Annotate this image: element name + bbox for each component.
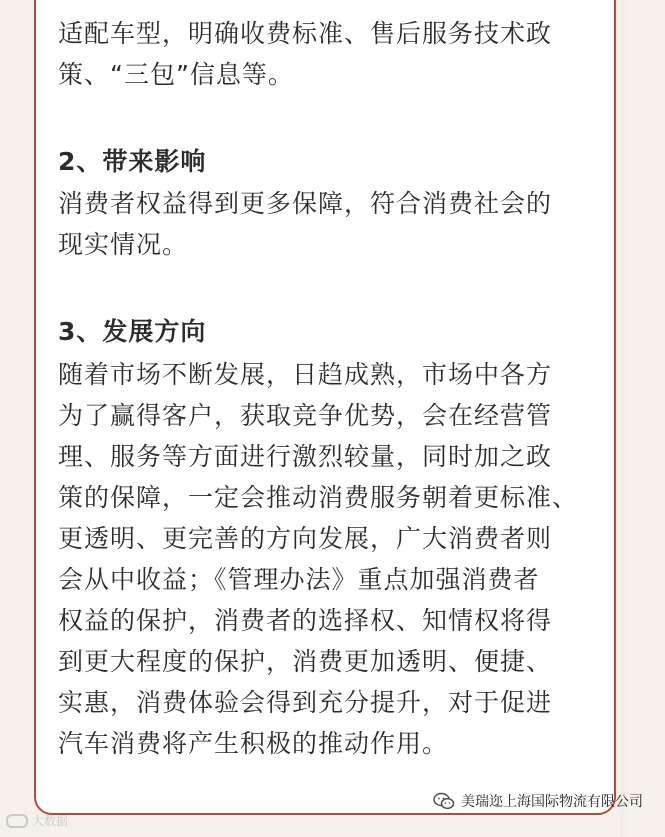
text-line: 策的保障，一定会推动消费服务朝着更标准、	[58, 483, 579, 512]
page-edge	[620, 0, 632, 837]
section-heading-impact: 2、带来影响	[58, 147, 207, 176]
section-heading-direction: 3、发展方向	[58, 317, 207, 346]
watermark-text: 大数据	[32, 814, 69, 828]
wechat-attribution	[433, 791, 643, 811]
watermark-logo-icon	[6, 814, 28, 828]
text-line: 理、服务等方面进行激烈较量，同时加之政	[58, 442, 553, 471]
intro-paragraph	[58, 13, 552, 95]
text-line: 更透明、更完善的方向发展，广大消费者则	[58, 524, 553, 553]
text-line: 会从中收益；《管理办法》重点加强消费者	[58, 565, 540, 594]
text-line: 适配车型，明确收费标准、售后服务技术政	[58, 19, 553, 48]
text-line: 实惠，消费体验会得到充分提升，对于促进	[58, 688, 553, 717]
text-line: 权益的保护，消费者的选择权、知情权将得	[58, 606, 553, 635]
watermark	[6, 812, 68, 829]
section-impact-paragraph	[58, 183, 552, 265]
wechat-account-name: 美瑞迩上海国际物流有限公司	[461, 794, 643, 810]
text-line: 随着市场不断发展，日趋成熟，市场中各方	[58, 360, 553, 389]
wechat-icon	[433, 792, 455, 810]
text-line: 到更大程度的保护，消费更加透明、便捷、	[58, 647, 553, 676]
section-direction-paragraph	[58, 354, 578, 764]
text-line: 汽车消费将产生积极的推动作用。	[58, 729, 449, 758]
text-line: 为了赢得客户，获取竞争优势，会在经营管	[58, 401, 553, 430]
text-line: 消费者权益得到更多保障，符合消费社会的	[58, 189, 553, 218]
text-line: 策、“三包”信息等。	[58, 60, 294, 89]
text-line: 现实情况。	[58, 230, 189, 259]
